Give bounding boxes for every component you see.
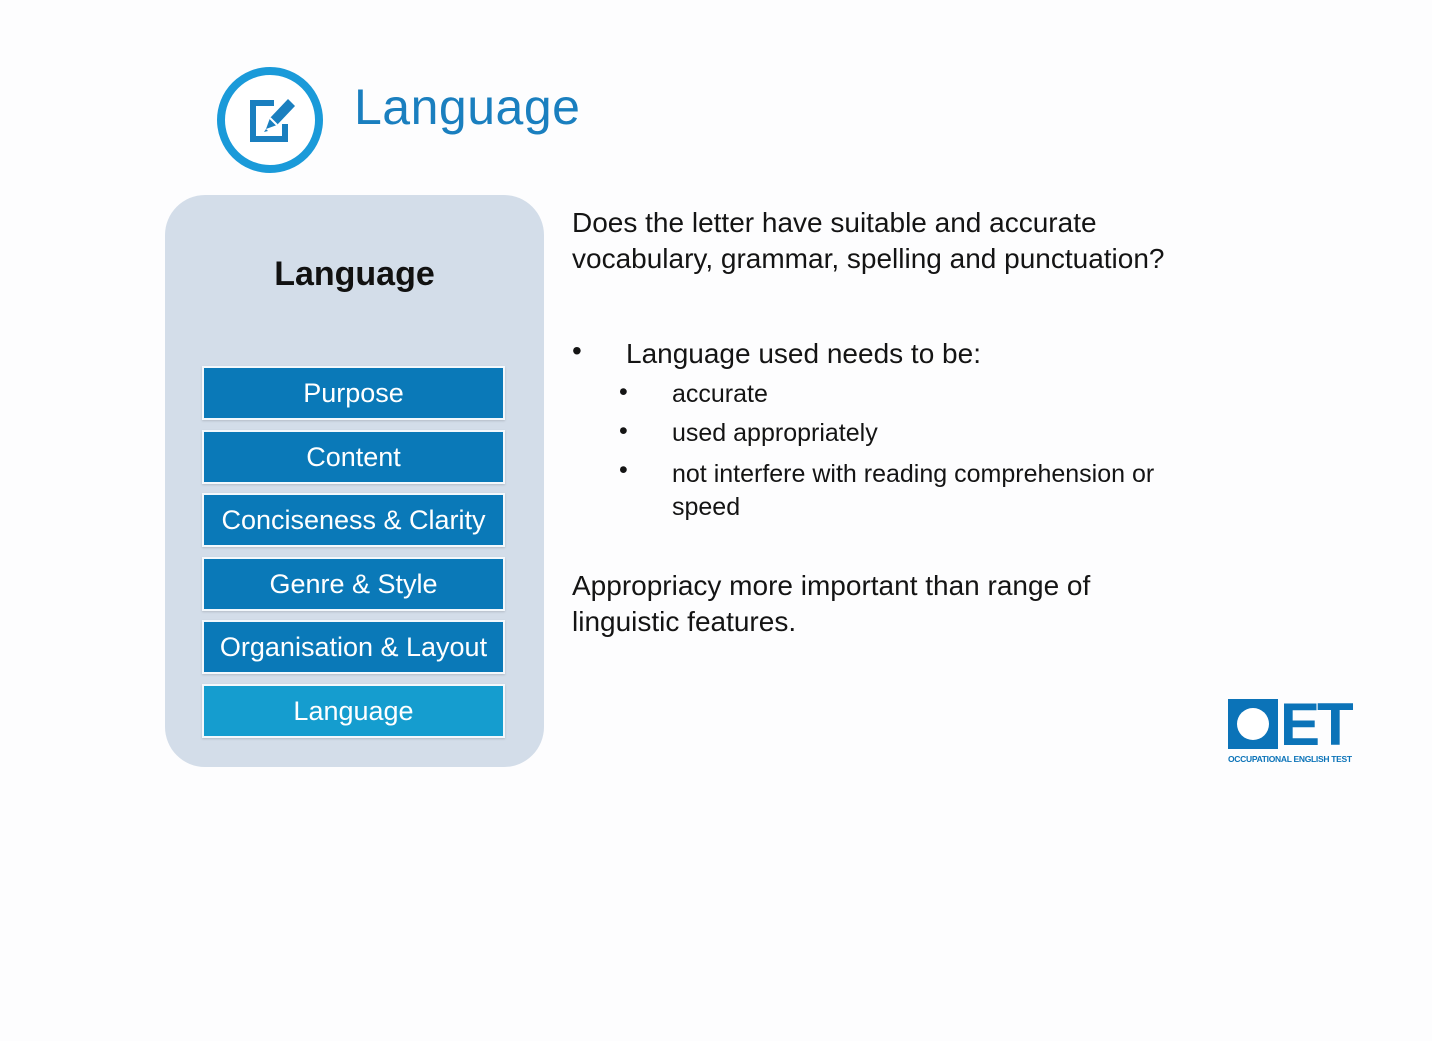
criteria-purpose-button[interactable]: Purpose [202, 366, 505, 420]
logo-caption: OCCUPATIONAL ENGLISH TEST [1228, 754, 1352, 764]
note-text: Appropriacy more important than range of linguistic features. [572, 570, 1091, 637]
page-title: Language [354, 79, 581, 135]
criteria-language-button[interactable]: Language [202, 684, 505, 738]
main-content [572, 205, 1272, 637]
edit-document-icon [216, 66, 324, 174]
oet-logo [1228, 691, 1360, 764]
criteria-panel [165, 195, 544, 767]
bullet-dot: • [619, 456, 628, 484]
criteria-genre-style-button[interactable]: Genre & Style [202, 557, 505, 611]
bullet-dot: • [572, 335, 582, 366]
sub-bullet-text: used appropriately [672, 419, 878, 447]
sub-bullet-text: accurate [672, 380, 768, 408]
criteria-content-button[interactable]: Content [202, 430, 505, 484]
logo-letters: ET [1280, 691, 1351, 758]
o-mark-icon [1228, 699, 1278, 749]
panel-title: Language [274, 255, 435, 293]
bullet-dot: • [619, 417, 628, 445]
question-text: Does the letter have suitable and accurate vocabulary, grammar, spelling and punctuation? [572, 207, 1165, 274]
bullet-text: Language used needs to be: [626, 338, 981, 369]
sub-bullet-text: not interfere with reading comprehension or speed [672, 460, 1155, 521]
criteria-organisation-layout-button[interactable]: Organisation & Layout [202, 620, 505, 674]
bullet-dot: • [619, 378, 628, 406]
criteria-conciseness-clarity-button[interactable]: Conciseness & Clarity [202, 493, 505, 547]
